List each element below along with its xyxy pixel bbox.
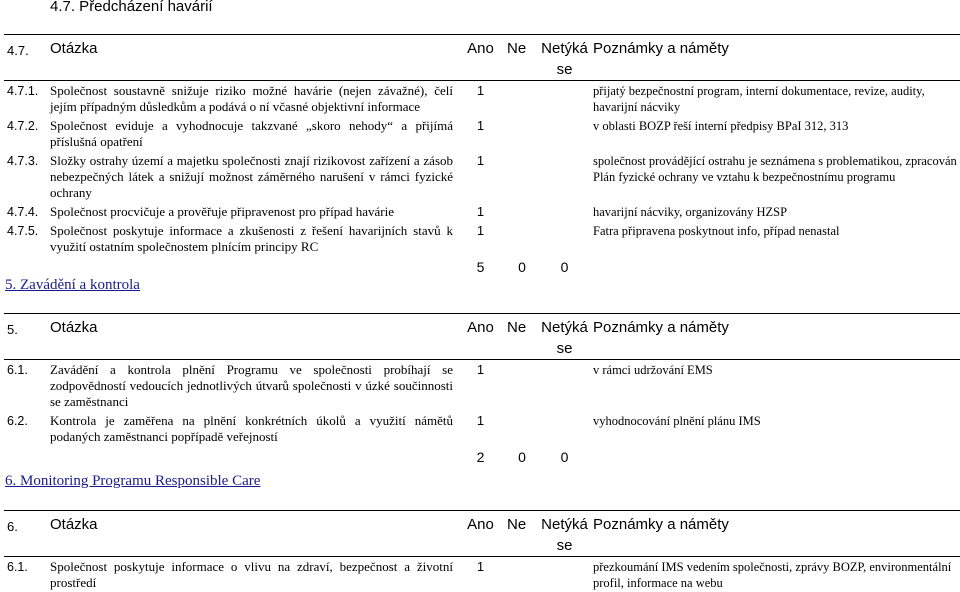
row-yes: 1 <box>455 202 505 221</box>
table-4-7 <box>4 34 960 276</box>
table-6 <box>4 510 960 592</box>
header-yes: Ano <box>455 314 505 360</box>
total-not-applicable: 0 <box>538 446 590 466</box>
table-header-row <box>4 314 960 360</box>
row-question: Kontrola je zaměřena na plnění konkrétních úkolů a využití námětů podaných zaměstnanci popřípadě veřejností <box>47 411 455 446</box>
row-question: Společnost eviduje a vyhodnocuje takzvané „skoro nehody“ a přijímá příslušná opatření <box>47 116 455 151</box>
table-row <box>4 411 960 446</box>
page-title: 4.7. Předcházení havárií <box>50 0 213 15</box>
row-yes: 1 <box>455 116 505 151</box>
header-question: Otázka <box>47 511 455 557</box>
table-row <box>4 116 960 151</box>
row-note: havarijní nácviky, organizovány HZSP <box>590 202 960 221</box>
row-question: Společnost procvičuje a prověřuje připravenost pro případ havárie <box>47 202 455 221</box>
row-number: 6.1. <box>4 557 47 592</box>
section-number: 4.7. <box>4 35 47 81</box>
table-row <box>4 202 960 221</box>
row-number: 4.7.1. <box>4 81 47 117</box>
row-yes: 1 <box>455 360 505 412</box>
section-heading-6: 6. Monitoring Programu Responsible Care <box>5 473 260 490</box>
row-note: přezkoumání IMS vedením společnosti, zprávy BOZP, environmentální profil, informace na webu <box>590 557 960 592</box>
section-heading-5: 5. Zavádění a kontrola <box>5 277 140 294</box>
section-number: 6. <box>4 511 47 557</box>
row-number: 4.7.2. <box>4 116 47 151</box>
row-note: v oblasti BOZP řeší interní předpisy BPaI 312, 313 <box>590 116 960 151</box>
section-number: 5. <box>4 314 47 360</box>
row-number: 4.7.4. <box>4 202 47 221</box>
row-yes: 1 <box>455 411 505 446</box>
header-notes: Poznámky a náměty <box>590 511 960 557</box>
row-number: 4.7.5. <box>4 221 47 256</box>
header-question: Otázka <box>47 35 455 81</box>
totals-row <box>4 446 960 466</box>
table-5 <box>4 313 960 466</box>
table-row <box>4 221 960 256</box>
header-no: Ne <box>505 511 538 557</box>
row-number: 4.7.3. <box>4 151 47 202</box>
row-note: vyhodnocování plnění plánu IMS <box>590 411 960 446</box>
total-no: 0 <box>505 256 538 276</box>
row-note: v rámci udržování EMS <box>590 360 960 412</box>
table-row <box>4 81 960 117</box>
header-no: Ne <box>505 35 538 81</box>
row-number: 6.2. <box>4 411 47 446</box>
header-notes: Poznámky a náměty <box>590 35 960 81</box>
row-note: přijatý bezpečnostní program, interní dokumentace, revize, audity, havarijní nácviky <box>590 81 960 117</box>
row-yes: 1 <box>455 557 505 592</box>
header-not-applicable: Netýká se <box>538 314 590 360</box>
header-yes: Ano <box>455 35 505 81</box>
total-no: 0 <box>505 446 538 466</box>
row-note: společnost provádějící ostrahu je seznámena s problematikou, zpracován Plán fyzické ochrany ve vztahu k bezpečnostnímu programu <box>590 151 960 202</box>
row-question: Složky ostrahy území a majetku společnosti znají rizikovost zařízení a zásob nebezpečných látek a snižují možnost záměrného narušení v rámci fyzické ochrany <box>47 151 455 202</box>
header-question: Otázka <box>47 314 455 360</box>
table-row <box>4 557 960 592</box>
row-note: Fatra připravena poskytnout info, případ nenastal <box>590 221 960 256</box>
table-header-row <box>4 35 960 81</box>
row-question: Zavádění a kontrola plnění Programu ve společnosti probíhají se zodpovědností vedoucích jednotlivých útvarů společnosti v úzké součinnosti se zaměstnanci <box>47 360 455 412</box>
row-yes: 1 <box>455 151 505 202</box>
total-not-applicable: 0 <box>538 256 590 276</box>
row-question: Společnost soustavně snižuje riziko možné havárie (nejen závažné), čelí jejím případným důsledkům a podává o ní včasné objektivní informace <box>47 81 455 117</box>
row-yes: 1 <box>455 81 505 117</box>
header-yes: Ano <box>455 511 505 557</box>
table-row <box>4 151 960 202</box>
table-header-row <box>4 511 960 557</box>
row-question: Společnost poskytuje informace a zkušenosti z řešení havarijních stavů k využití ostatním společnostem plnícím principy RC <box>47 221 455 256</box>
total-yes: 2 <box>455 446 505 466</box>
header-not-applicable: Netýká se <box>538 511 590 557</box>
totals-row <box>4 256 960 276</box>
row-question: Společnost poskytuje informace o vlivu na zdraví, bezpečnost a životní prostředí <box>47 557 455 592</box>
header-notes: Poznámky a náměty <box>590 314 960 360</box>
header-no: Ne <box>505 314 538 360</box>
row-number: 6.1. <box>4 360 47 412</box>
row-yes: 1 <box>455 221 505 256</box>
total-yes: 5 <box>455 256 505 276</box>
header-not-applicable: Netýká se <box>538 35 590 81</box>
table-row <box>4 360 960 412</box>
